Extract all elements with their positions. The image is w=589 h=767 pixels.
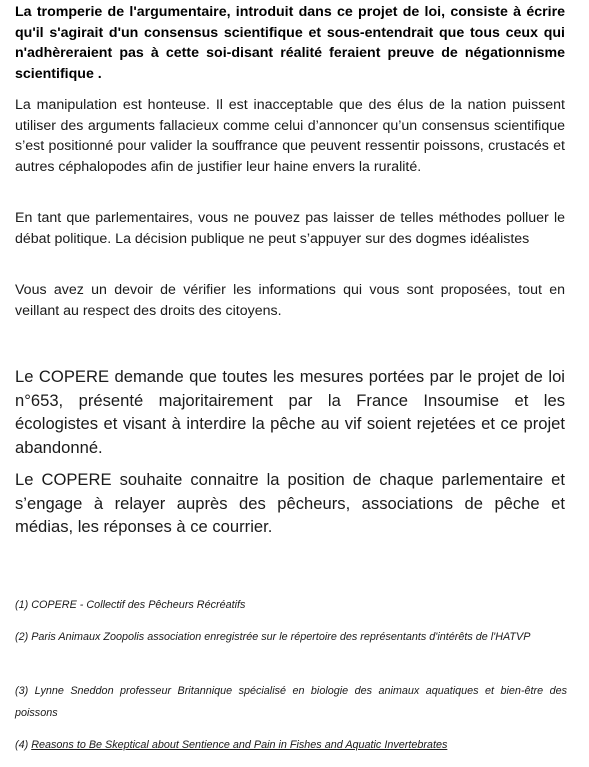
body-paragraph-manipulation: La manipulation est honteuse. Il est inacceptable que des élus de la nation puissent utiliser des arguments fallacieux comme celui d’annoncer qu’un consensus scientifique s’est positionné pour valider la souffrance que peuvent ressentir poissons, crustacés et autres céphalopodes afin de justifier leur haine envers la ruralité. (15, 97, 565, 175)
footnote-3: (3) Lynne Sneddon professeur Britannique spécialisé en biologie des animaux aquatiques et bien-être des poissons (15, 685, 567, 719)
demand-paragraph-position: Le COPERE souhaite connaitre la position de chaque parlementaire et s’engage à relayer auprès des pêcheurs, associations de pêche et médias, les réponses à ce courrier. (15, 470, 565, 537)
body-paragraph-parliamentarians: En tant que parlementaires, vous ne pouvez pas laisser de telles méthodes polluer le débat politique. La décision publique ne peut s’appuyer sur des dogmes idéalistes (15, 210, 565, 247)
footnote-2: (2) Paris Animaux Zoopolis association enregistrée sur le répertoire des représentants d'intérêts de l'HATVP (15, 631, 531, 643)
body-paragraph-duty: Vous avez un devoir de vérifier les informations qui vous sont proposées, tout en veillant au respect des droits des citoyens. (15, 282, 565, 319)
demand-paragraph-rejection: Le COPERE demande que toutes les mesures portées par le projet de loi n°653, présenté majoritairement par la France Insoumise et les écologistes et visant à interdire la pêche au vif soient rejetées et ce projet abandonné. (15, 367, 565, 457)
footnote-4-number: (4) (15, 739, 32, 751)
footnote-4-link[interactable]: Reasons to Be Skeptical about Sentience and Pain in Fishes and Aquatic Invertebrates (31, 739, 448, 751)
footnote-4 (15, 735, 567, 757)
intro-paragraph: La tromperie de l'argumentaire, introduit dans ce projet de loi, consiste à écrire qu'il s'agirait d'un consensus scientifique et sous-entendrait que tous ceux qui n'adhèreraient pas à cette soi-disant réalité feraient preuve de négationnisme scientifique . (15, 4, 565, 82)
footnote-1: (1) COPERE - Collectif des Pêcheurs Récréatifs (15, 599, 246, 611)
